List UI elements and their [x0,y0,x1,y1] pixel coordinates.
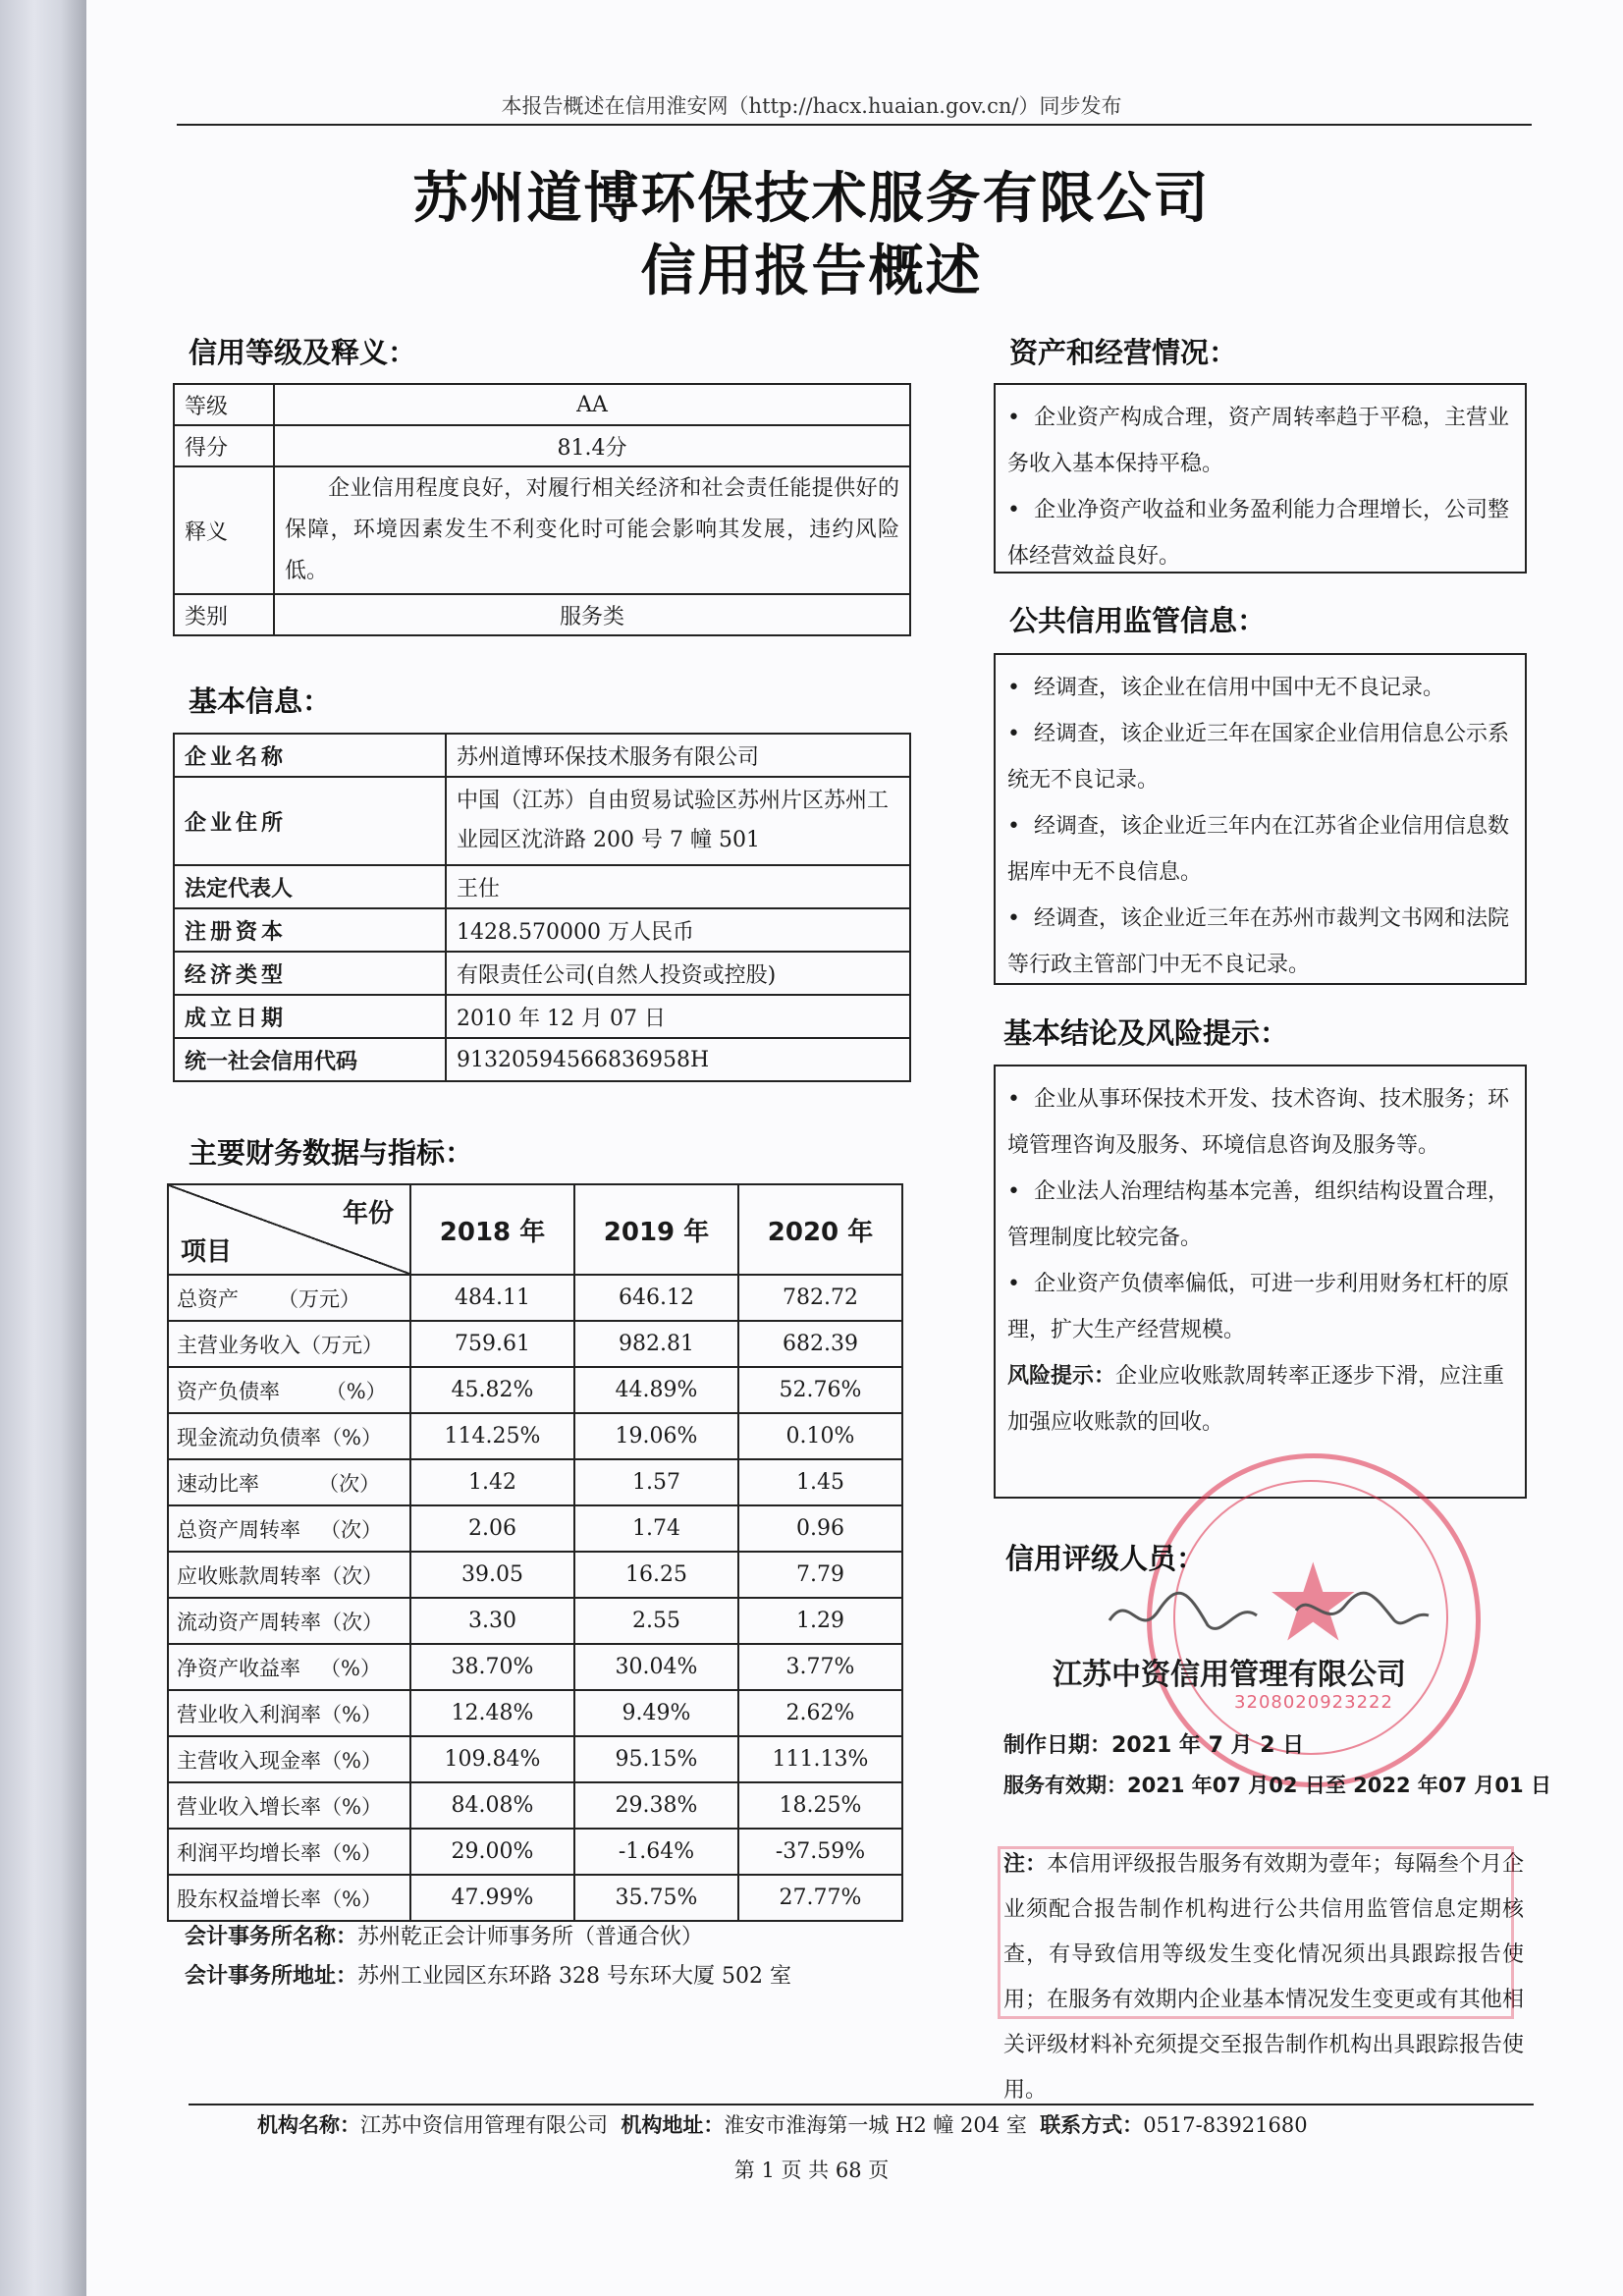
finance-item-label: 应收账款周转率（次） [168,1552,410,1598]
finance-value: 114.25% [410,1413,574,1459]
finance-value: 1.29 [738,1598,902,1644]
assets-box [994,383,1527,574]
risk-label: 风险提示： [1007,1364,1116,1389]
basic-label: 企业名称 [174,734,446,777]
finance-value: 982.81 [574,1321,738,1367]
finance-value: -1.64% [574,1829,738,1875]
basic-info-table [173,733,911,1082]
finance-row [168,1644,902,1690]
rating-heading: 信用评级人员： [1005,1542,1206,1575]
accounting-firm-name: 苏州乾正会计师事务所（普通合伙） [357,1925,704,1949]
credit-score-value: 81.4分 [274,425,910,466]
report-title: 信用报告概述 [640,240,983,303]
risk-text: 企业应收账款周转率正逐步下滑，应注重加强应收账款的回收。 [1007,1364,1505,1435]
accounting-firm-address-label: 会计事务所地址： [185,1964,358,1989]
basic-label: 经济类型 [174,952,446,995]
credit-heading: 信用等级及释义： [189,336,417,369]
risk-note [1007,1353,1513,1446]
finance-value: 2.55 [574,1598,738,1644]
footer-org: 江苏中资信用管理有限公司 [360,2113,608,2137]
basic-row [174,952,910,995]
finance-year-2019: 2019 年 [574,1184,738,1275]
finance-row [168,1690,902,1736]
conclusion-box [994,1065,1527,1499]
footer-org-label: 机构名称： [257,2113,360,2137]
credit-row-meaning [174,466,910,594]
credit-grade-value: AA [274,384,910,425]
credit-meaning-value: 企业信用程度良好，对履行相关经济和社会责任能提供好的保障，环境因素发生不利变化时可能会影响其发展，违约风险低。 [274,466,910,594]
conclusion-item: • 企业资产负债率偏低，可进一步利用财务杠杆的原理，扩大生产经营规模。 [1007,1272,1509,1342]
rating-agency: 江苏中资信用管理有限公司 [1053,1658,1406,1692]
finance-item-label: 营业收入利润率（%） [168,1690,410,1736]
finance-row [168,1598,902,1644]
finance-item-label: 主营业务收入（万元） [168,1321,410,1367]
validity-line [1003,1770,1551,1799]
finance-value: 12.48% [410,1690,574,1736]
finance-row [168,1736,902,1782]
basic-label: 法定代表人 [174,865,446,908]
finance-value: 484.11 [410,1275,574,1321]
basic-row [174,908,910,952]
credit-label: 释义 [174,466,274,594]
conclusion-heading: 基本结论及风险提示： [1003,1016,1289,1050]
header-rule [177,124,1532,126]
finance-value: 646.12 [574,1275,738,1321]
basic-row [174,777,910,865]
public-item: • 经调查，该企业近三年内在江苏省企业信用信息数据库中无不良信息。 [1007,814,1509,885]
basic-label: 企业住所 [174,777,446,865]
basic-label: 注册资本 [174,908,446,952]
finance-value: 52.76% [738,1367,902,1413]
credit-row-grade [174,384,910,425]
finance-value: 2.06 [410,1505,574,1552]
finance-row [168,1367,902,1413]
finance-value: 1.45 [738,1459,902,1505]
credit-label: 类别 [174,594,274,635]
finance-table [167,1183,903,1922]
finance-heading: 主要财务数据与指标： [189,1136,474,1170]
finance-row [168,1321,902,1367]
finance-value: 38.70% [410,1644,574,1690]
finance-value: 0.10% [738,1413,902,1459]
finance-value: 30.04% [574,1644,738,1690]
finance-value: 45.82% [410,1367,574,1413]
credit-label: 等级 [174,384,274,425]
validity-label: 服务有效期： [1003,1774,1127,1797]
issue-date-line [1003,1728,1304,1759]
finance-value: 19.06% [574,1413,738,1459]
footer-rule [189,2104,1534,2105]
footer-contact-label: 联系方式： [1040,2113,1144,2137]
finance-value: 9.49% [574,1690,738,1736]
finance-row [168,1552,902,1598]
company-title: 苏州道博环保技术服务有限公司 [412,167,1211,231]
finance-item-label: 总资产 （万元） [168,1275,410,1321]
conclusion-item: • 企业法人治理结构基本完善，组织结构设置合理，管理制度比较完备。 [1007,1179,1509,1250]
credit-row-score [174,425,910,466]
note-label: 注： [1003,1852,1048,1877]
credit-row-category [174,594,910,635]
basic-value: 1428.570000 万人民币 [446,908,910,952]
finance-value: 16.25 [574,1552,738,1598]
finance-value: 759.61 [410,1321,574,1367]
finance-value: 47.99% [410,1875,574,1921]
basic-value: 中国（江苏）自由贸易试验区苏州片区苏州工业园区沈浒路 200 号 7 幢 501 [446,777,910,865]
basic-value: 王仕 [446,865,910,908]
public-item: • 经调查，该企业近三年在苏州市裁判文书网和法院等行政主管部门中无不良记录。 [1007,906,1509,977]
handwritten-signature-icon [1100,1571,1453,1650]
basic-value: 2010 年 12 月 07 日 [446,995,910,1038]
finance-value: 782.72 [738,1275,902,1321]
finance-value: 111.13% [738,1736,902,1782]
basic-value: 有限责任公司(自然人投资或控股) [446,952,910,995]
finance-value: 0.96 [738,1505,902,1552]
finance-value: 682.39 [738,1321,902,1367]
finance-value: 95.15% [574,1736,738,1782]
assets-item: • 企业净资产收益和业务盈利能力合理增长，公司整体经营效益良好。 [1007,498,1509,569]
finance-item-label: 资产负债率 （%） [168,1367,410,1413]
finance-value: 18.25% [738,1782,902,1829]
finance-year-2020: 2020 年 [738,1184,902,1275]
finance-row [168,1782,902,1829]
conclusion-item: • 企业从事环保技术开发、技术咨询、技术服务；环境管理咨询及服务、环境信息咨询及服务等。 [1007,1087,1509,1158]
accounting-firm-name-line [185,1920,703,1950]
public-item: • 经调查，该企业在信用中国中无不良记录。 [1007,676,1444,700]
issue-date-label: 制作日期： [1003,1733,1112,1758]
basic-row [174,1038,910,1081]
page-number: 第 1 页 共 68 页 [733,2159,890,2182]
finance-header-row [168,1184,902,1275]
credit-table [173,383,911,636]
footer-info [257,2109,1308,2139]
assets-heading: 资产和经营情况： [1009,336,1238,369]
finance-value: 44.89% [574,1367,738,1413]
finance-value: 39.05 [410,1552,574,1598]
finance-row [168,1875,902,1921]
finance-item-label: 股东权益增长率（%） [168,1875,410,1921]
basic-row [174,865,910,908]
finance-row [168,1413,902,1459]
finance-value: 7.79 [738,1552,902,1598]
finance-value: 27.77% [738,1875,902,1921]
finance-value: 3.77% [738,1644,902,1690]
assets-item: • 企业资产构成合理，资产周转率趋于平稳，主营业务收入基本保持平稳。 [1007,406,1509,476]
footer-addr-label: 机构地址： [621,2113,725,2137]
finance-item-label: 现金流动负债率（%） [168,1413,410,1459]
accounting-firm-name-label: 会计事务所名称： [185,1925,358,1949]
finance-item-label: 流动资产周转率（次） [168,1598,410,1644]
finance-item-label: 净资产收益率 （%） [168,1644,410,1690]
basic-row [174,734,910,777]
finance-row [168,1829,902,1875]
finance-item-label: 主营收入现金率（%） [168,1736,410,1782]
header-note: 本报告概述在信用淮安网（http://hacx.huaian.gov.cn/）同步发布 [501,94,1122,118]
finance-item-label: 速动比率 （次） [168,1459,410,1505]
issue-date: 2021 年 7 月 2 日 [1111,1733,1305,1758]
finance-item-label: 营业收入增长率（%） [168,1782,410,1829]
finance-item-label: 利润平均增长率（%） [168,1829,410,1875]
note-text: 本信用评级报告服务有效期为壹年；每隔叁个月企业须配合报告制作机构进行公共信用监管信息定期核查，有导致信用等级发生变化情况须出具跟踪报告使用；在服务有效期内企业基本情况发生变更或有其他相关评级材料补充须提交至报告制作机构出具跟踪报告使用。 [1003,1852,1524,2103]
page-binding-shadow [0,0,86,2296]
finance-value: 84.08% [410,1782,574,1829]
basic-value: 苏州道博环保技术服务有限公司 [446,734,910,777]
basic-heading: 基本信息： [189,684,332,718]
finance-corner-cell [168,1184,410,1275]
finance-value: 109.84% [410,1736,574,1782]
finance-item-label: 总资产周转率 （次） [168,1505,410,1552]
seal-code: 3208020923222 [1234,1692,1393,1713]
basic-row [174,995,910,1038]
footer-contact: 0517-83921680 [1143,2113,1308,2137]
stamp-overlay-icon [998,1846,1514,2019]
finance-value: 1.57 [574,1459,738,1505]
finance-value: 3.30 [410,1598,574,1644]
credit-category-value: 服务类 [274,594,910,635]
basic-value: 91320594566836958H [446,1038,910,1081]
finance-value: 1.42 [410,1459,574,1505]
public-box [994,653,1527,985]
finance-value: -37.59% [738,1829,902,1875]
finance-value: 35.75% [574,1875,738,1921]
accounting-firm-address: 苏州工业园区东环路 328 号东环大厦 502 室 [357,1964,791,1989]
public-heading: 公共信用监管信息： [1009,604,1267,637]
finance-row [168,1459,902,1505]
finance-value: 1.74 [574,1505,738,1552]
finance-value: 29.00% [410,1829,574,1875]
finance-corner-year: 年份 [342,1199,394,1229]
finance-value: 29.38% [574,1782,738,1829]
credit-label: 得分 [174,425,274,466]
basic-label: 统一社会信用代码 [174,1038,446,1081]
finance-row [168,1505,902,1552]
accounting-firm-address-line [185,1959,791,1990]
finance-year-2018: 2018 年 [410,1184,574,1275]
footer-addr: 淮安市淮海第一城 H2 幢 204 室 [724,2113,1027,2137]
finance-corner-item: 项目 [181,1237,233,1267]
seal-star-icon: ★ [1265,1540,1362,1666]
basic-label: 成立日期 [174,995,446,1038]
finance-value: 2.62% [738,1690,902,1736]
validity-period: 2021 年07 月02 日至 2022 年07 月01 日 [1127,1774,1551,1797]
public-item: • 经调查，该企业近三年在国家企业信用信息公示系统无不良记录。 [1007,722,1509,793]
finance-row [168,1275,902,1321]
